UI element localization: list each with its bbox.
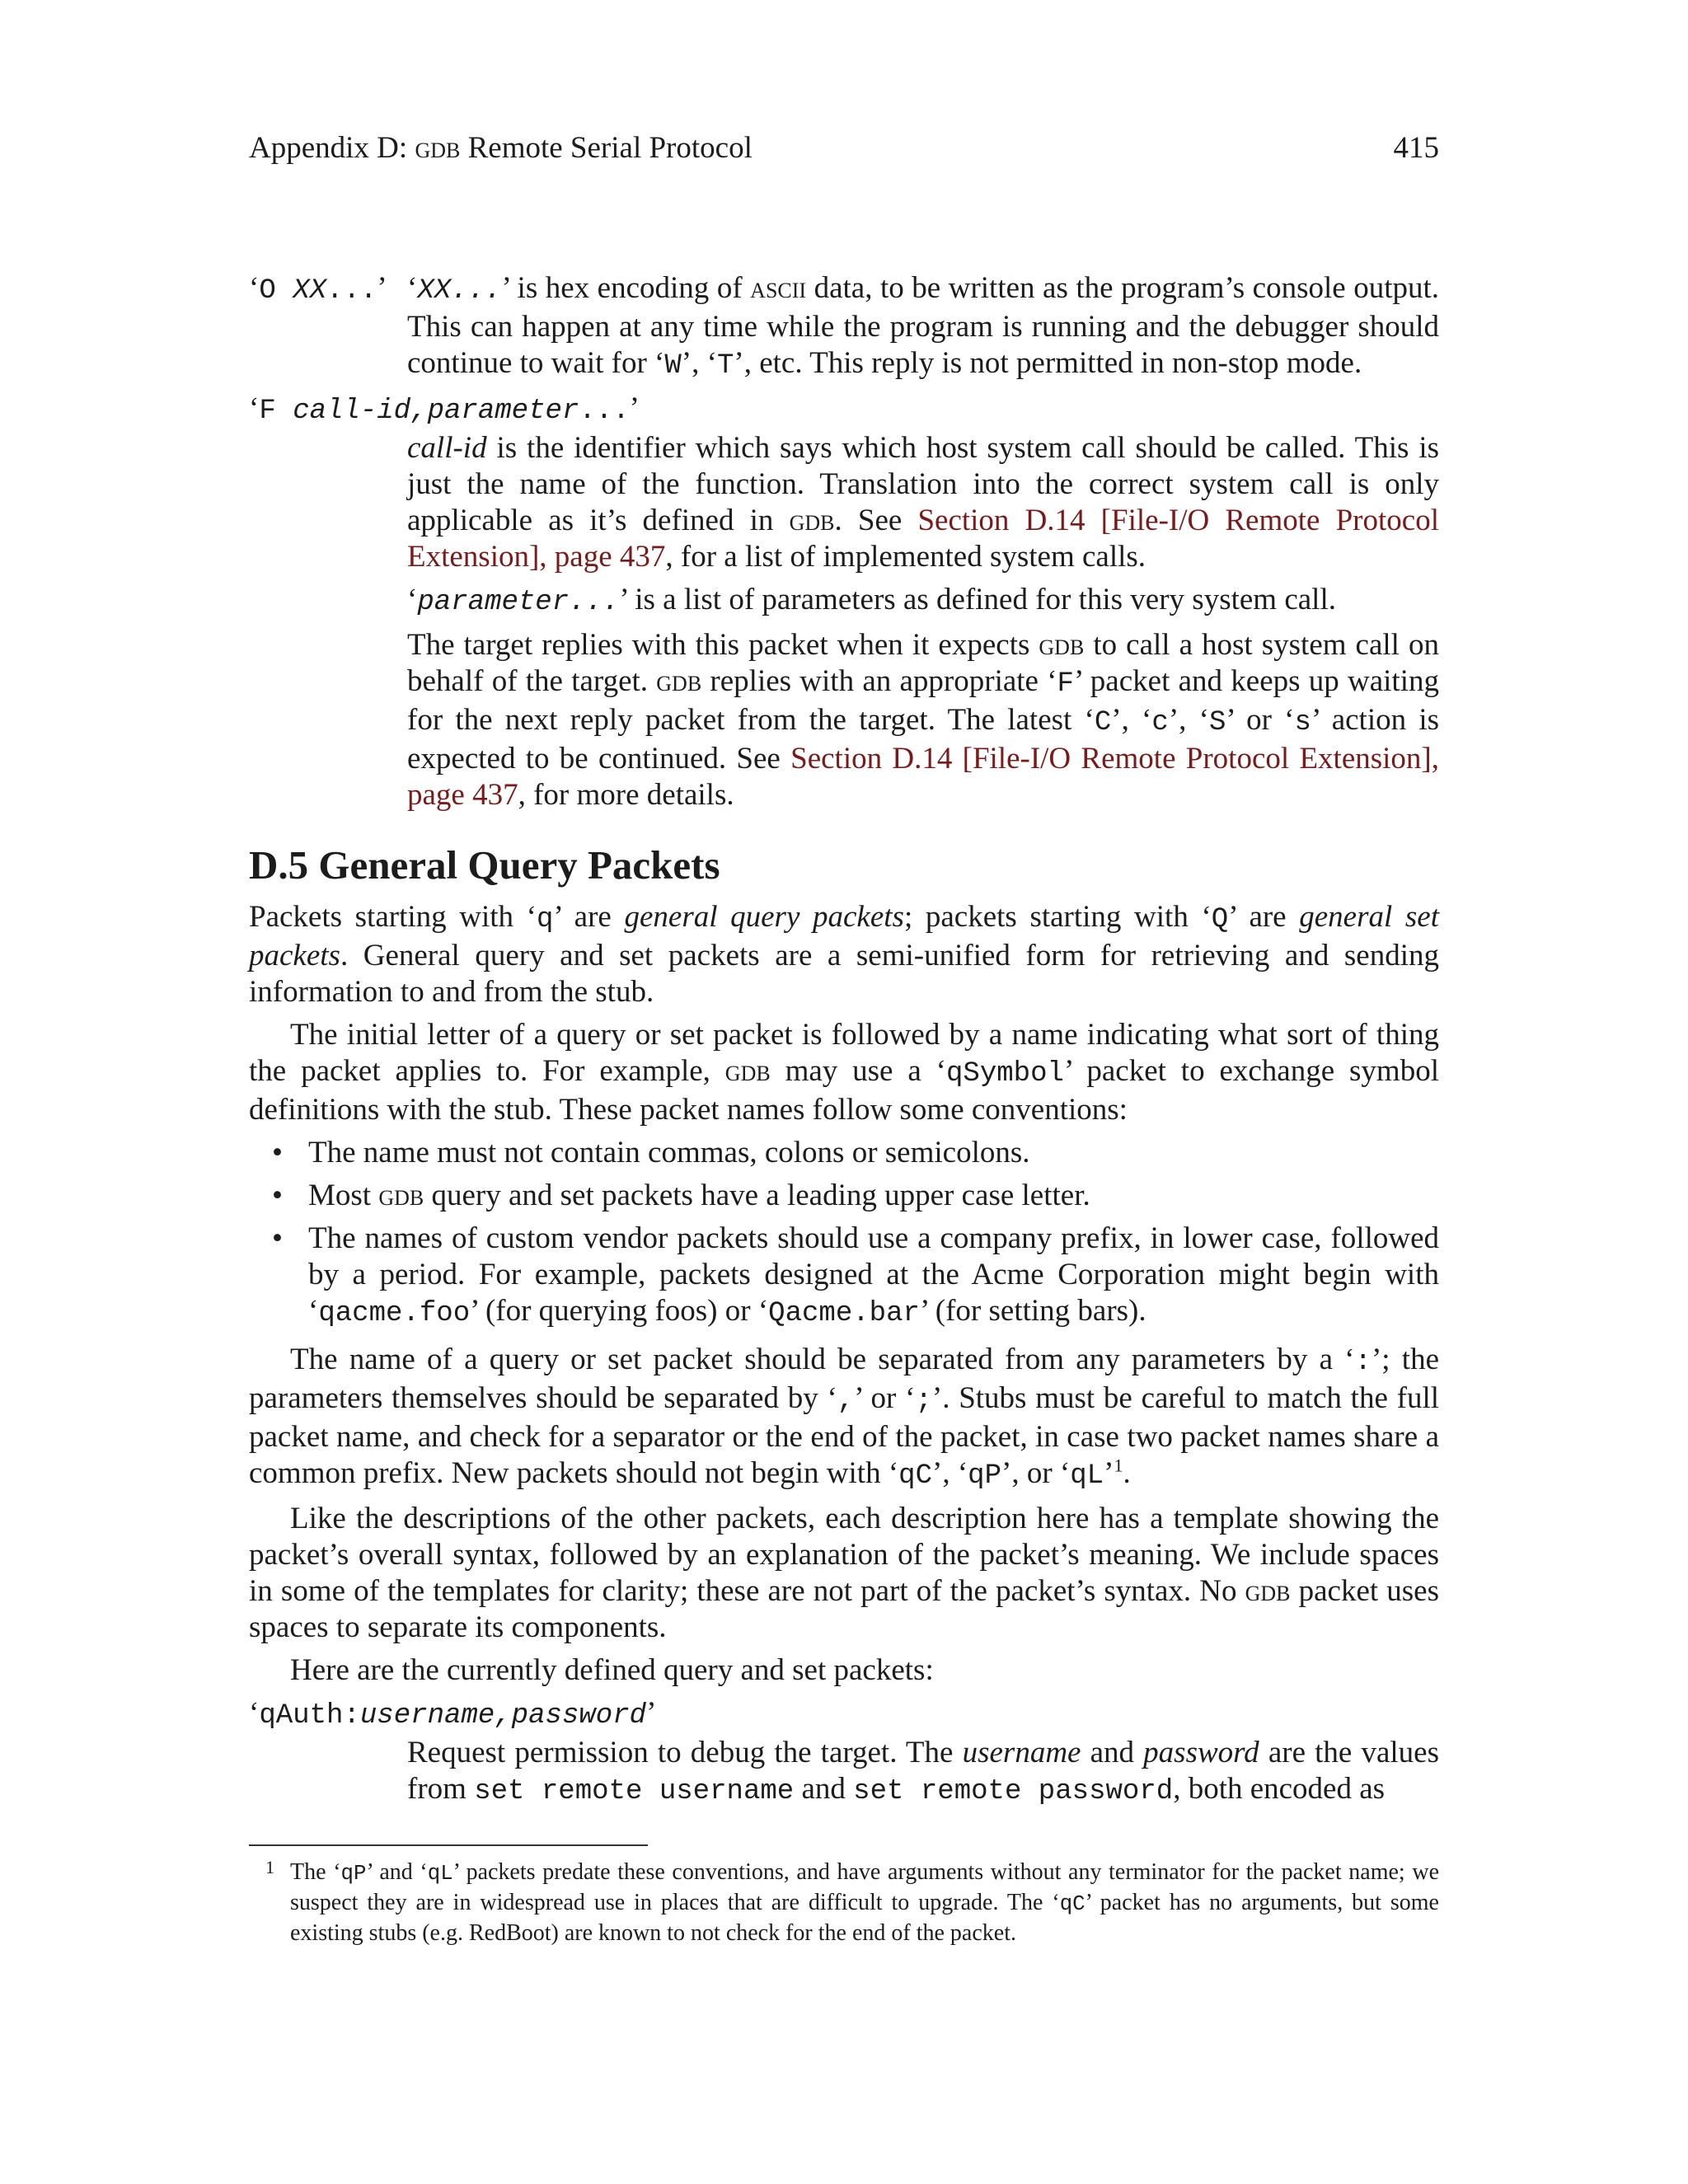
- section-heading: D.5 General Query Packets: [249, 842, 720, 888]
- packet-term-f: ‘F call-id,parameter...’: [249, 391, 640, 427]
- body-paragraph: The name of a query or set packet should be separated from any parameters by a ‘:’; the parameters themselves should be separated by ‘,’ or ‘;’. Stubs must be careful to match the full packet name, and check for a separator or the end of the packet, in case two packet names share a common prefix. New packets should not begin with ‘qC’, ‘qP’, or ‘qL’$^1$.: [249, 1343, 1440, 1492]
- list-item: • Most gdb query and set packets have a leading upper case letter.: [272, 1179, 1090, 1212]
- list-item: • The names of custom vendor packets should use a company prefix, in lower case, followed by a period. For example, packets designed at the Acme Corporation might begin with ‘qacme.foo’ (for querying foos) or ‘Qacme.bar’ (for setting bars).: [272, 1221, 1439, 1329]
- section-d14-link[interactable]: Section D.14 [File-I/O Remote Protocol Extension], page 437: [407, 742, 1439, 812]
- definition-paragraph: ‘XX...’ is hex encoding of ascii data, to be written as the program’s console output. This can happen at any time while the program is running and the debugger should continue to wait for ‘W’, ‘T’, etc. This reply is not permitted in non-stop mode.: [407, 271, 1439, 382]
- body-paragraph: The initial letter of a query or set packet is followed by a name indicating what sort of thing the packet applies to. For example, gdb may use a ‘qSymbol’ packet to exchange symbol definitions with the stub. These packet names follow some conventions:: [249, 1018, 1439, 1127]
- bullet-icon: •: [272, 1179, 283, 1212]
- bullet-icon: •: [272, 1136, 283, 1169]
- definition-paragraph: The target replies with this packet when it expects gdb to call a host system call on behalf of the target. gdb replies with an appropriate ‘F’ packet and keeps up waiting for the next reply packet from the target. The latest ‘C’, ‘c’, ‘S’ or ‘s’ action is expected to be continued. See Section D.14 [File-I/O Remote Protocol Extension], page 437, for more details.: [407, 628, 1439, 812]
- packet-definition-o: [407, 270, 1439, 384]
- body-paragraph: Packets starting with ‘q’ are general query packets; packets starting with ‘Q’ are general set packets. General query and set packets are a semi-unified form for retrieving and sending information to and from the stub.: [249, 900, 1440, 1009]
- bullet-icon: •: [272, 1221, 283, 1255]
- definition-paragraph: ‘parameter...’ is a list of parameters as defined for this very system call.: [407, 583, 1336, 618]
- section-d14-link[interactable]: Section D.14 [File-I/O Remote Protocol Extension], page 437: [407, 504, 1439, 574]
- page-number: 415: [1393, 131, 1439, 165]
- running-header: [249, 130, 1439, 171]
- packet-definition-qauth: [407, 1735, 1439, 1810]
- main-content: [249, 270, 1439, 1810]
- convention-list: [249, 1135, 1439, 1332]
- packet-entry-qauth: [249, 1695, 1439, 1810]
- packet-term-o: ‘O XX...’: [249, 271, 387, 307]
- packet-definition-f: [407, 430, 1439, 813]
- list-item: • The name must not contain commas, colons or semicolons.: [272, 1136, 1030, 1169]
- packet-entry-f: [249, 391, 1439, 813]
- header-title: Appendix D: gdb Remote Serial Protocol: [249, 131, 753, 165]
- packet-entry-o: [249, 270, 1439, 384]
- footnote-reference[interactable]: 1: [1114, 1455, 1123, 1476]
- body-paragraph: Here are the currently defined query and set packets:: [290, 1653, 934, 1687]
- footnote-divider: [249, 1844, 648, 1846]
- packet-term-qauth: ‘qAuth:username,password’: [249, 1696, 657, 1732]
- definition-paragraph: Request permission to debug the target. The username and password are the values from set remote username and set remote password, both encoded as: [407, 1736, 1439, 1807]
- footnote: [249, 1858, 1439, 1947]
- body-paragraph: Like the descriptions of the other packets, each description here has a template showing the packet’s overall syntax, followed by an explanation of the packet’s meaning. We include spaces in some of the templates for clarity; these are not part of the packet’s syntax. No gdb packet uses spaces to separate its components.: [249, 1502, 1439, 1644]
- footnote-mark: 1: [265, 1857, 274, 1877]
- definition-paragraph: call-id is the identifier which says which host system call should be called. This is just the name of the function. Translation into the correct system call is only applicable as it’s defined in gdb. See Section D.14 [File-I/O Remote Protocol Extension], page 437, for a list of implemented system calls.: [407, 431, 1439, 574]
- footnote-text: The ‘qP’ and ‘qL’ packets predate these conventions, and have arguments without any terminator for the packet name; we suspect they are in widespread use in places that are difficult to upgrade. The ‘qC’ packet has no arguments, but some existing stubs (e.g. RedBoot) are known to not check for the end of the packet.: [290, 1859, 1440, 1946]
